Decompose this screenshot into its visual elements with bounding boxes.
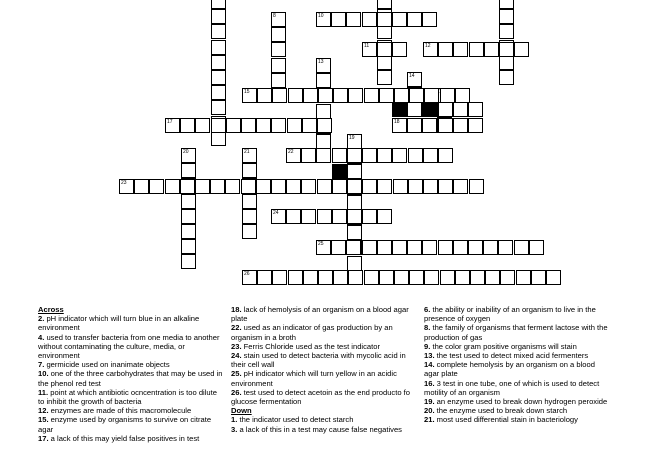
grid-cell[interactable] [211, 0, 226, 9]
grid-cell[interactable] [438, 240, 453, 255]
grid-cell[interactable] [119, 179, 134, 194]
clue-text: lack of hemolysis of an organism on a blood agar plate [231, 305, 409, 324]
clue-number: 16. [424, 378, 435, 388]
grid-cell[interactable] [407, 72, 422, 87]
clue-text: pH indicator which will turn blue in an alkaline environment [38, 314, 200, 333]
clue-text: the color gram positive organisms will stain [430, 341, 577, 351]
clue-item [38, 415, 223, 433]
clue-item [38, 406, 223, 415]
grid-cell[interactable] [302, 118, 317, 133]
grid-cell[interactable] [347, 164, 362, 179]
down-clues-column [424, 305, 609, 425]
grid-cell[interactable] [271, 27, 286, 42]
grid-cell[interactable] [317, 209, 332, 224]
grid-cell[interactable] [331, 240, 346, 255]
grid-cell[interactable] [257, 88, 272, 103]
cell-number: 18 [394, 119, 400, 125]
clue-number: 2. [38, 314, 45, 324]
grid-cell[interactable] [392, 118, 407, 133]
grid-cell[interactable] [379, 88, 394, 103]
grid-cell[interactable] [180, 179, 195, 194]
grid-cell[interactable] [347, 209, 362, 224]
grid-cell[interactable] [362, 148, 377, 163]
grid-cell[interactable] [332, 148, 347, 163]
grid-cell[interactable] [288, 88, 303, 103]
clue-text: a lack of this in a test may cause false negatives [237, 424, 402, 434]
clue-item [38, 360, 223, 369]
clue-text: used to transfer bacteria from one media to another without contaminating the culture, media, or environment [38, 332, 220, 361]
grid-cell[interactable] [377, 12, 392, 27]
clue-item [424, 379, 609, 397]
grid-cell[interactable] [165, 118, 180, 133]
grid-cell[interactable] [333, 88, 348, 103]
grid-cell[interactable] [440, 270, 455, 285]
grid-cell[interactable] [181, 224, 196, 239]
grid-cell[interactable] [211, 118, 226, 133]
grid-cell[interactable] [453, 42, 468, 57]
grid-cell[interactable] [392, 102, 407, 117]
grid-cell[interactable] [394, 270, 409, 285]
grid-cell[interactable] [316, 104, 331, 119]
cell-number: 11 [364, 43, 370, 49]
clue-item [231, 415, 416, 424]
grid-cell[interactable] [498, 240, 513, 255]
grid-cell[interactable] [409, 270, 424, 285]
clue-item [231, 351, 416, 369]
clue-number: 4. [38, 332, 45, 342]
cell-number [379, 0, 382, 1]
grid-cell[interactable] [377, 70, 392, 85]
grid-cell[interactable] [318, 270, 333, 285]
clue-item [424, 305, 609, 323]
grid-cell[interactable] [514, 42, 529, 57]
grid-cell[interactable] [453, 118, 468, 133]
clue-list [38, 314, 223, 443]
grid-cell[interactable] [286, 209, 301, 224]
grid-cell[interactable] [347, 134, 362, 149]
grid-cell[interactable] [242, 209, 257, 224]
grid-cell[interactable] [287, 118, 302, 133]
cell-number: 10 [318, 13, 324, 19]
grid-cell[interactable] [271, 209, 286, 224]
clue-item [231, 323, 416, 341]
grid-cell[interactable] [424, 88, 439, 103]
clue-text: stain used to detect bacteria with mycolic acid in their cell wall [231, 351, 406, 370]
clue-item [424, 360, 609, 378]
grid-cell[interactable] [423, 148, 438, 163]
clue-item [424, 323, 609, 341]
clue-text: a lack of this may yield false positives in test [48, 433, 200, 443]
clue-item [231, 342, 416, 351]
clue-number: 12. [38, 406, 49, 416]
grid-cell[interactable] [333, 270, 348, 285]
grid-cell[interactable] [377, 148, 392, 163]
clue-item [424, 406, 609, 415]
grid-cell[interactable] [181, 163, 196, 178]
clue-text: complete hemolysis by an organism on a blood agar plate [424, 360, 595, 379]
grid-cell[interactable] [499, 9, 514, 24]
grid-cell[interactable] [546, 270, 561, 285]
grid-cell[interactable] [499, 42, 514, 57]
grid-cell[interactable] [377, 209, 392, 224]
across-clues-column [38, 305, 223, 443]
grid-cell[interactable] [211, 55, 226, 70]
clue-number: 3. [231, 424, 238, 434]
grid-cell[interactable] [423, 42, 438, 57]
clue-list [231, 305, 416, 406]
clue-item [231, 369, 416, 387]
clue-number: 9. [424, 341, 431, 351]
clue-number: 6. [424, 305, 431, 314]
grid-cell[interactable] [500, 270, 515, 285]
grid-cell[interactable] [165, 179, 180, 194]
cell-number: 15 [244, 89, 250, 95]
grid-cell[interactable] [347, 148, 362, 163]
grid-cell[interactable] [288, 270, 303, 285]
clue-item [231, 425, 416, 434]
clue-number: 24. [231, 351, 242, 361]
grid-cell[interactable] [286, 148, 301, 163]
grid-cell[interactable] [469, 42, 484, 57]
grid-cell[interactable] [303, 88, 318, 103]
grid-cell[interactable] [286, 179, 301, 194]
cell-number: 14 [409, 73, 415, 79]
cell-number: 13 [318, 59, 324, 65]
clue-list [424, 305, 609, 425]
grid-cell[interactable] [362, 12, 377, 27]
clue-text: the test used to detect mixed acid fermenters [434, 351, 589, 361]
grid-cell[interactable] [499, 55, 514, 70]
clue-item [231, 305, 416, 323]
grid-cell[interactable] [241, 118, 256, 133]
grid-cell[interactable] [377, 42, 392, 57]
clue-number: 23. [231, 341, 242, 351]
grid-cell[interactable] [468, 118, 483, 133]
grid-cell[interactable] [453, 179, 468, 194]
grid-cell[interactable] [211, 100, 226, 115]
clue-number: 21. [424, 415, 435, 425]
grid-cell[interactable] [316, 134, 331, 149]
grid-cell[interactable] [377, 240, 392, 255]
grid-cell[interactable] [134, 179, 149, 194]
grid-cell[interactable] [316, 58, 331, 73]
grid-cell[interactable] [455, 270, 470, 285]
grid-cell[interactable] [181, 148, 196, 163]
clue-text: most used differential stain in bacteriology [434, 415, 578, 425]
clue-text: 3 test in one tube, one of which is used to detect motility of an organism [424, 378, 600, 397]
grid-cell[interactable] [225, 179, 240, 194]
grid-cell[interactable] [242, 148, 257, 163]
clue-number: 20. [424, 406, 435, 416]
grid-cell[interactable] [241, 179, 256, 194]
clue-item [38, 369, 223, 387]
clue-number: 8. [424, 323, 431, 333]
cell-number: 26 [244, 271, 250, 277]
grid-cell[interactable] [364, 88, 379, 103]
black-cell [332, 164, 347, 179]
grid-cell[interactable] [407, 240, 422, 255]
grid-cell[interactable] [317, 179, 332, 194]
cell-number: 21 [244, 149, 250, 155]
grid-cell[interactable] [316, 73, 331, 88]
grid-cell[interactable] [242, 194, 257, 209]
grid-cell[interactable] [407, 12, 422, 27]
grid-cell[interactable] [271, 42, 286, 57]
grid-cell[interactable] [316, 12, 331, 27]
grid-cell[interactable] [408, 179, 423, 194]
clue-text: enzymes are made of this macromolecule [48, 406, 192, 416]
grid-cell[interactable] [392, 42, 407, 57]
grid-cell[interactable] [301, 209, 316, 224]
grid-cell[interactable] [394, 88, 409, 103]
grid-cell[interactable] [242, 224, 257, 239]
grid-cell[interactable] [347, 225, 362, 240]
grid-cell[interactable] [149, 179, 164, 194]
grid-cell[interactable] [483, 240, 498, 255]
clue-number: 25. [231, 369, 242, 379]
grid-cell[interactable] [346, 240, 361, 255]
grid-cell[interactable] [271, 58, 286, 73]
cell-number: 8 [273, 13, 276, 19]
grid-cell[interactable] [210, 179, 225, 194]
across-heading: Across [38, 305, 64, 314]
grid-cell[interactable] [407, 102, 422, 117]
clue-item [38, 333, 223, 361]
clue-item [424, 351, 609, 360]
clue-item [424, 415, 609, 424]
grid-cell[interactable] [392, 12, 407, 27]
grid-cell[interactable] [331, 12, 346, 27]
grid-cell[interactable] [181, 254, 196, 269]
grid-cell[interactable] [409, 88, 424, 103]
clue-number: 1. [231, 415, 238, 425]
grid-cell[interactable] [455, 88, 470, 103]
grid-cell[interactable] [485, 270, 500, 285]
grid-cell[interactable] [422, 240, 437, 255]
clue-number: 17. [38, 433, 49, 443]
grid-cell[interactable] [499, 24, 514, 39]
clue-text: the indicator used to detect starch [237, 415, 354, 425]
grid-cell[interactable] [407, 118, 422, 133]
clue-text: Ferris Chloride used as the test indicator [241, 341, 381, 351]
grid-cell[interactable] [453, 240, 468, 255]
grid-cell[interactable] [211, 9, 226, 24]
grid-cell[interactable] [362, 240, 377, 255]
grid-cell[interactable] [468, 240, 483, 255]
grid-cell[interactable] [211, 40, 226, 55]
grid-cell[interactable] [242, 88, 257, 103]
grid-cell[interactable] [346, 12, 361, 27]
grid-cell[interactable] [271, 118, 286, 133]
grid-cell[interactable] [362, 42, 377, 57]
grid-cell[interactable] [362, 209, 377, 224]
clue-text: pH indicator which will turn yellow in an acidic environment [231, 369, 397, 388]
clue-item [38, 388, 223, 406]
grid-cell[interactable] [256, 118, 271, 133]
grid-cell[interactable] [392, 240, 407, 255]
grid-cell[interactable] [531, 270, 546, 285]
clue-number: 14. [424, 360, 435, 370]
grid-cell[interactable] [242, 163, 257, 178]
grid-cell[interactable] [303, 270, 318, 285]
clue-text: used as an indicator of gas production by an organism in a broth [231, 323, 393, 342]
grid-cell[interactable] [438, 102, 453, 117]
clue-number: 22. [231, 323, 242, 333]
grid-cell[interactable] [181, 194, 196, 209]
grid-cell[interactable] [332, 179, 347, 194]
grid-cell[interactable] [423, 179, 438, 194]
clue-text: point at which antibiotic ocncentration is too dilute to inhibit the growth of bacteria [38, 387, 217, 407]
black-cell [423, 102, 438, 117]
grid-cell[interactable] [211, 85, 226, 100]
grid-cell[interactable] [469, 179, 484, 194]
clue-item [38, 314, 223, 332]
clue-item [424, 342, 609, 351]
clue-number: 11. [38, 387, 49, 397]
grid-cell[interactable] [393, 179, 408, 194]
cell-number: 24 [273, 210, 279, 216]
grid-cell[interactable] [271, 12, 286, 27]
grid-cell[interactable] [377, 179, 392, 194]
grid-cell[interactable] [318, 88, 333, 103]
clue-number: 18. [231, 305, 242, 314]
grid-cell[interactable] [468, 102, 483, 117]
grid-cell[interactable] [301, 179, 316, 194]
cell-number: 20 [183, 149, 189, 155]
grid-cell[interactable] [514, 240, 529, 255]
clue-number: 15. [38, 415, 49, 425]
grid-cell[interactable] [470, 270, 485, 285]
grid-cell[interactable] [347, 179, 362, 194]
grid-cell[interactable] [438, 42, 453, 57]
grid-cell[interactable] [271, 73, 286, 88]
grid-cell[interactable] [377, 55, 392, 70]
grid-cell[interactable] [271, 179, 286, 194]
grid-cell[interactable] [408, 148, 423, 163]
clue-list [231, 415, 416, 433]
grid-cell[interactable] [440, 88, 455, 103]
grid-cell[interactable] [195, 118, 210, 133]
clue-item [424, 397, 609, 406]
grid-cell[interactable] [499, 0, 514, 9]
clue-text: the enzyme used to break down starch [434, 406, 568, 416]
cell-number: 19 [349, 135, 355, 141]
grid-cell[interactable] [195, 179, 210, 194]
grid-cell[interactable] [301, 148, 316, 163]
cell-number: 25 [318, 241, 324, 247]
cell-number: 22 [288, 149, 294, 155]
clue-number: 13. [424, 351, 435, 361]
down-heading: Down [231, 406, 252, 416]
grid-cell[interactable] [316, 148, 331, 163]
grid-cell[interactable] [211, 70, 226, 85]
grid-cell[interactable] [422, 118, 437, 133]
grid-cell[interactable] [181, 209, 196, 224]
grid-cell[interactable] [364, 270, 379, 285]
clue-number: 26. [231, 387, 242, 397]
cell-number: 17 [167, 119, 173, 125]
grid-cell[interactable] [226, 118, 241, 133]
clue-number: 19. [424, 397, 435, 407]
cell-number: 12 [425, 43, 431, 49]
grid-cell[interactable] [211, 24, 226, 39]
grid-cell[interactable] [316, 240, 331, 255]
clue-number: 10. [38, 369, 49, 379]
clues-column-2 [231, 305, 416, 434]
clue-number: 7. [38, 360, 45, 370]
grid-cell[interactable] [180, 118, 195, 133]
grid-cell[interactable] [332, 209, 347, 224]
grid-cell[interactable] [347, 195, 362, 210]
grid-cell[interactable] [257, 270, 272, 285]
grid-cell[interactable] [347, 256, 362, 271]
clue-item [38, 434, 223, 443]
grid-cell[interactable] [379, 270, 394, 285]
grid-cell[interactable] [377, 0, 392, 9]
grid-cell[interactable] [499, 70, 514, 85]
grid-cell[interactable] [438, 118, 453, 133]
grid-cell[interactable] [438, 148, 453, 163]
grid-cell[interactable] [529, 240, 544, 255]
grid-cell[interactable] [272, 88, 287, 103]
clue-text: germicide used on inanimate objects [44, 360, 170, 370]
grid-cell[interactable] [256, 179, 271, 194]
clue-text: the family of organisms that ferment lactose with the production of gas [424, 323, 608, 342]
grid-cell[interactable] [392, 148, 407, 163]
clue-text: test used to detect acetoin as the end producto fo glucose fermentation [231, 387, 411, 407]
clue-text: the ability or inability of an organism to live in the presence of oxygen [424, 305, 596, 324]
grid-cell[interactable] [317, 118, 332, 133]
grid-cell[interactable] [181, 239, 196, 254]
grid-cell[interactable] [242, 270, 257, 285]
grid-cell[interactable] [424, 270, 439, 285]
grid-cell[interactable] [362, 179, 377, 194]
grid-cell[interactable] [272, 270, 287, 285]
grid-cell[interactable] [211, 131, 226, 146]
clue-text: enzyme used by organisms to survive on citrate agar [38, 415, 212, 434]
grid-cell[interactable] [484, 42, 499, 57]
clue-text: one of the three carbohydrates that may be used in the phenol red test [38, 369, 223, 388]
grid-cell[interactable] [348, 88, 363, 103]
grid-cell[interactable] [516, 270, 531, 285]
clue-item [231, 388, 416, 406]
grid-cell[interactable] [438, 179, 453, 194]
grid-cell[interactable] [422, 12, 437, 27]
cell-number: 23 [121, 180, 127, 186]
grid-cell[interactable] [453, 102, 468, 117]
clue-text: an enzyme used to break down hydrogen peroxide [434, 397, 608, 407]
grid-cell[interactable] [348, 270, 363, 285]
